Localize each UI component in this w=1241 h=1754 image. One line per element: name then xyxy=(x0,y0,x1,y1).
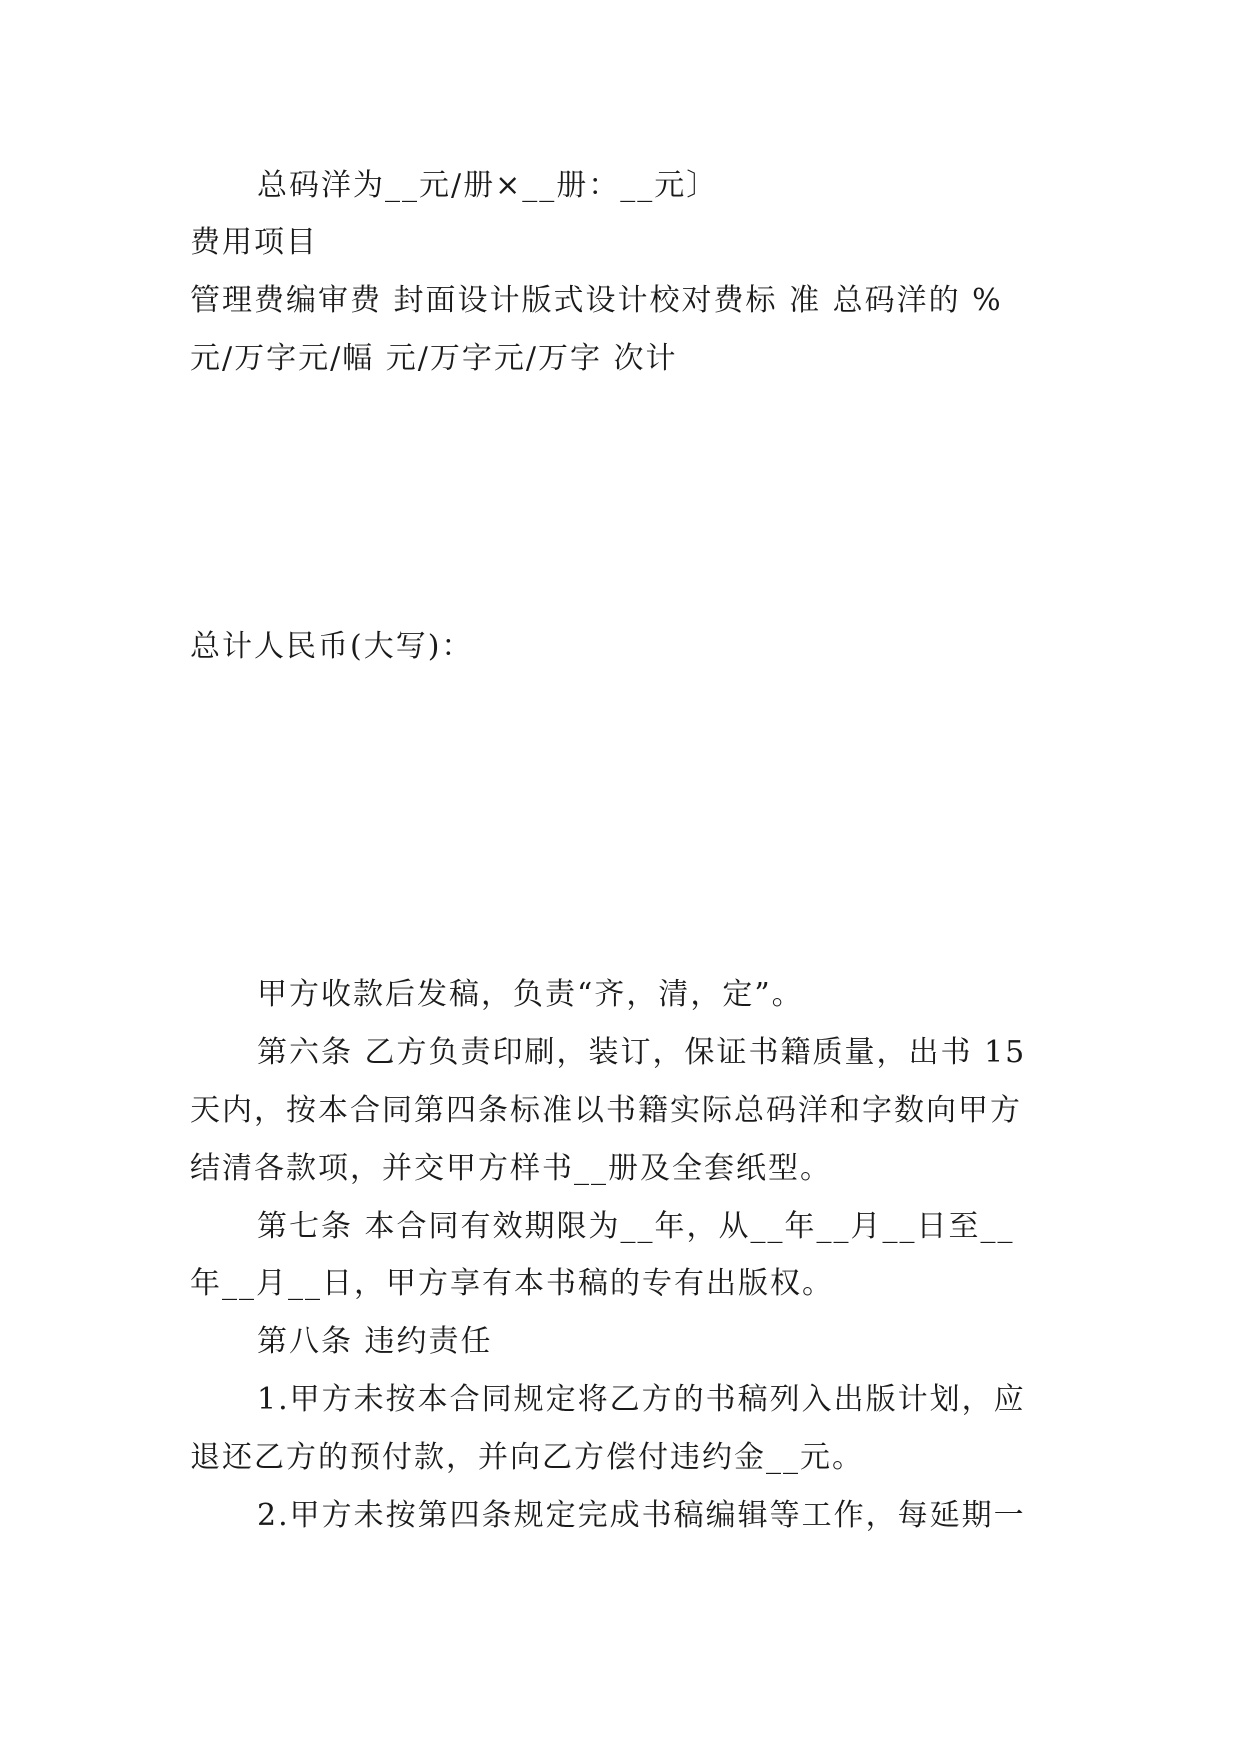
text-line-article-6-cont-2: 结清各款项，并交甲方样书__册及全套纸型。 xyxy=(190,1151,832,1186)
text-line-total-rmb: 总计人民币(大写)： xyxy=(190,629,474,664)
text-line-clause-2: 2.甲方未按第四条规定完成书稿编辑等工作，每延期一 xyxy=(257,1498,1026,1533)
text-line-article-8-heading: 第八条 违约责任 xyxy=(257,1324,493,1359)
text-line-article-6: 第六条 乙方负责印刷，装订，保证书籍质量，出书 15 xyxy=(257,1035,1027,1070)
text-line-fee-items: 管理费编审费 封面设计版式设计校对费标 准 总码洋的 % xyxy=(190,283,1003,318)
text-line-fee-units: 元/万字元/幅 元/万字元/万字 次计 xyxy=(190,341,678,376)
text-line-clause-1: 1.甲方未按本合同规定将乙方的书稿列入出版计划，应 xyxy=(257,1382,1026,1417)
text-line-total-price-formula: 总码洋为__元/册×__册：__元〕 xyxy=(257,168,719,203)
text-line-article-7-cont: 年__月__日，甲方享有本书稿的专有出版权。 xyxy=(190,1266,834,1301)
text-line-clause-1-cont: 退还乙方的预付款，并向乙方偿付违约金__元。 xyxy=(190,1440,864,1475)
text-line-article-7: 第七条 本合同有效期限为__年，从__年__月__日至__ xyxy=(257,1209,1015,1244)
text-line-manuscript-delivery: 甲方收款后发稿，负责“齐，清，定”。 xyxy=(257,977,804,1012)
text-line-fee-items-heading: 费用项目 xyxy=(190,225,318,260)
text-line-article-6-cont-1: 天内，按本合同第四条标准以书籍实际总码洋和字数向甲方 xyxy=(190,1093,1022,1128)
